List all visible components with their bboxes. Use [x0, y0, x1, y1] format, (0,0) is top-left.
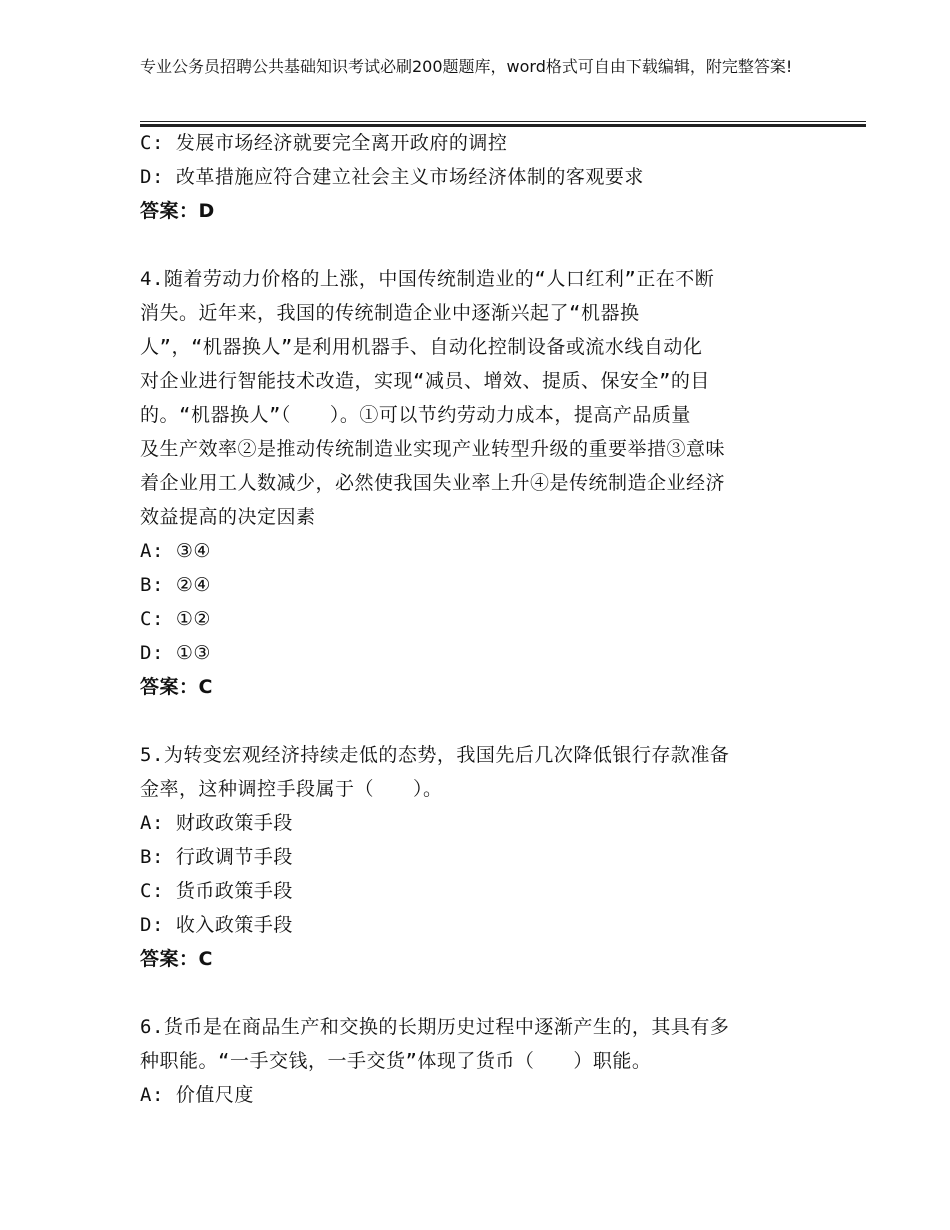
question-stem-line: 5.为转变宏观经济持续走低的态势，我国先后几次降低银行存款准备: [140, 744, 730, 766]
question-3-continued: [140, 126, 795, 228]
option-c: C: 发展市场经济就要完全离开政府的调控: [140, 132, 508, 154]
question-stem-line: 6.货币是在商品生产和交换的长期历史过程中逐渐产生的，其具有多: [140, 1016, 730, 1038]
answer-line: 答案：C: [140, 948, 213, 970]
question-stem-line: 人”，“机器换人”是利用机器手、自动化控制设备或流水线自动化: [140, 336, 703, 358]
question-stem-line: 4.随着劳动力价格的上涨，中国传统制造业的“人口红利”正在不断: [140, 268, 715, 290]
option-c: C: ①②: [140, 608, 211, 630]
question-stem-line: 效益提高的决定因素: [140, 506, 316, 528]
answer-line: 答案：D: [140, 200, 215, 222]
spacer: [140, 228, 795, 262]
header-text: 专业公务员招聘公共基础知识考试必刷200题题库，word格式可自由下载编辑，附完整答案!: [140, 57, 793, 76]
question-stem-line: 着企业用工人数减少，必然使我国失业率上升④是传统制造企业经济: [140, 472, 726, 494]
question-4: [140, 262, 795, 704]
question-stem-line: 的。“机器换人”（ ）。①可以节约劳动力成本，提高产品质量: [140, 404, 691, 426]
option-b: B: ②④: [140, 574, 211, 596]
option-d: D: 改革措施应符合建立社会主义市场经济体制的客观要求: [140, 166, 644, 188]
option-c: C: 货币政策手段: [140, 880, 293, 902]
spacer: [140, 976, 795, 1010]
option-d: D: ①③: [140, 642, 211, 664]
question-stem-line: 及生产效率②是推动传统制造业实现产业转型升级的重要举措③意味: [140, 438, 726, 460]
header-divider-thin: [140, 121, 866, 122]
question-stem-line: 金率，这种调控手段属于（ ）。: [140, 778, 443, 800]
page-header: [140, 56, 820, 78]
spacer: [140, 704, 795, 738]
question-stem-line: 种职能。“一手交钱，一手交货”体现了货币（ ）职能。: [140, 1050, 652, 1072]
option-b: B: 行政调节手段: [140, 846, 293, 868]
question-6: [140, 1010, 795, 1112]
question-stem-line: 对企业进行智能技术改造，实现“减员、增效、提质、保安全”的目: [140, 370, 710, 392]
option-a: A: 价值尺度: [140, 1084, 254, 1106]
option-d: D: 收入政策手段: [140, 914, 293, 936]
question-5: [140, 738, 795, 976]
question-stem-line: 消失。近年来，我国的传统制造企业中逐渐兴起了“机器换: [140, 302, 640, 324]
option-a: A: ③④: [140, 540, 211, 562]
answer-line: 答案：C: [140, 676, 213, 698]
document-body: [140, 126, 795, 1112]
option-a: A: 财政政策手段: [140, 812, 293, 834]
